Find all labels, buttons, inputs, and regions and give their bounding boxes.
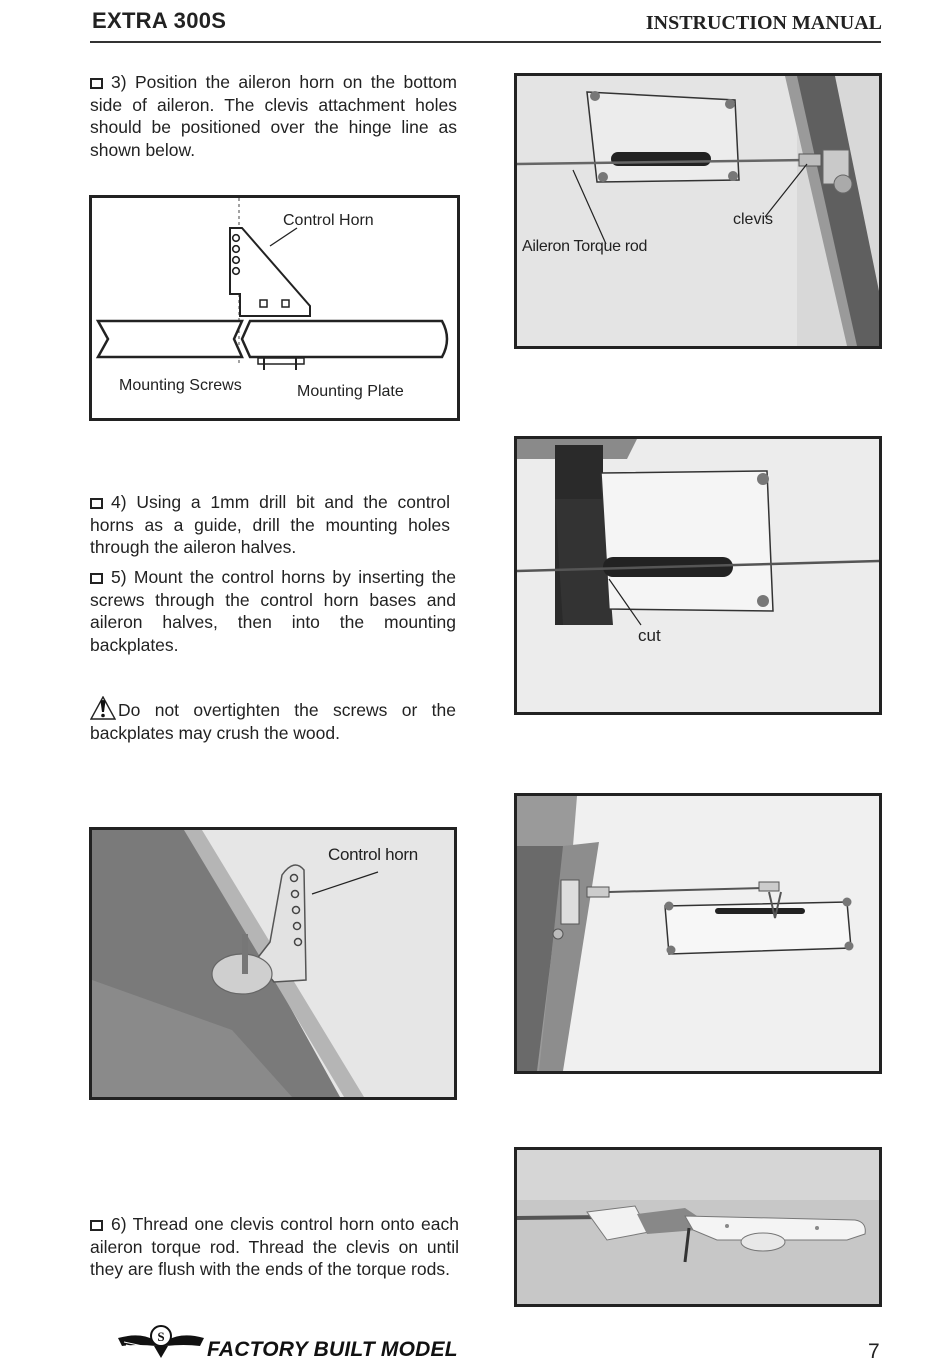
step-6-body: 6) Thread one clevis control horn onto each aileron torque rod. Thread the clevis on until they are flush with the ends of the torque rods. — [90, 1214, 459, 1279]
page-number: 7 — [868, 1340, 880, 1363]
aileron-clevis-photo — [514, 793, 882, 1074]
step-4-body: 4) Using a 1mm drill bit and the control horns as a guide, drill the mounting holes through the aileron halves. — [90, 492, 450, 557]
svg-text:S: S — [157, 1329, 165, 1344]
step-4-text — [90, 491, 450, 559]
warning-icon — [90, 696, 116, 720]
mounting-cut-photo-image — [517, 439, 879, 712]
seagull-logo — [116, 1324, 206, 1368]
step-6-text — [90, 1213, 459, 1281]
warning-body: Do not overtighten the screws or the backplates may crush the wood. — [90, 700, 456, 743]
control-horn-photo-image — [92, 830, 454, 1097]
step-5-body: 5) Mount the control horns by inserting the screws through the control horn bases and aileron halves, then into the mounting backplates. — [90, 567, 456, 655]
control-horn-label: Control Horn — [283, 212, 374, 229]
clevis-label: clevis — [733, 211, 774, 228]
control-horn-photo — [89, 827, 457, 1100]
checkbox-icon[interactable] — [90, 1220, 103, 1231]
cut-label: cut — [638, 626, 661, 645]
torque-rod-photo — [514, 73, 882, 349]
torque-rod-clevis-photo — [514, 1147, 882, 1307]
manual-model-name: EXTRA 300S — [92, 8, 227, 33]
step-3-body: 3) Position the aileron horn on the bottom side of aileron. The clevis attachment holes should be positioned over the hinge line as shown below. — [90, 72, 457, 160]
header-divider — [90, 41, 881, 43]
checkbox-icon[interactable] — [90, 78, 103, 89]
torque-rod-clevis-photo-image — [517, 1150, 879, 1304]
checkbox-icon[interactable] — [90, 573, 103, 584]
mounting-screws-label: Mounting Screws — [119, 377, 242, 394]
checkbox-icon[interactable] — [90, 498, 103, 509]
aileron-clevis-photo-image — [517, 796, 879, 1071]
torque-rod-label: Aileron Torque rod — [522, 238, 648, 255]
control-horn-diagram — [89, 195, 460, 421]
manual-title: INSTRUCTION MANUAL — [645, 12, 882, 34]
step-5-text — [90, 566, 456, 656]
mounting-plate-label: Mounting Plate — [297, 383, 404, 400]
mounting-cut-photo — [514, 436, 882, 715]
step-3-text — [90, 71, 457, 161]
footer-brand: FACTORY BUILT MODEL — [207, 1338, 458, 1361]
control-horn-photo-label: Control horn — [328, 845, 418, 864]
warning-text — [90, 696, 456, 744]
torque-rod-photo-image — [517, 76, 879, 346]
